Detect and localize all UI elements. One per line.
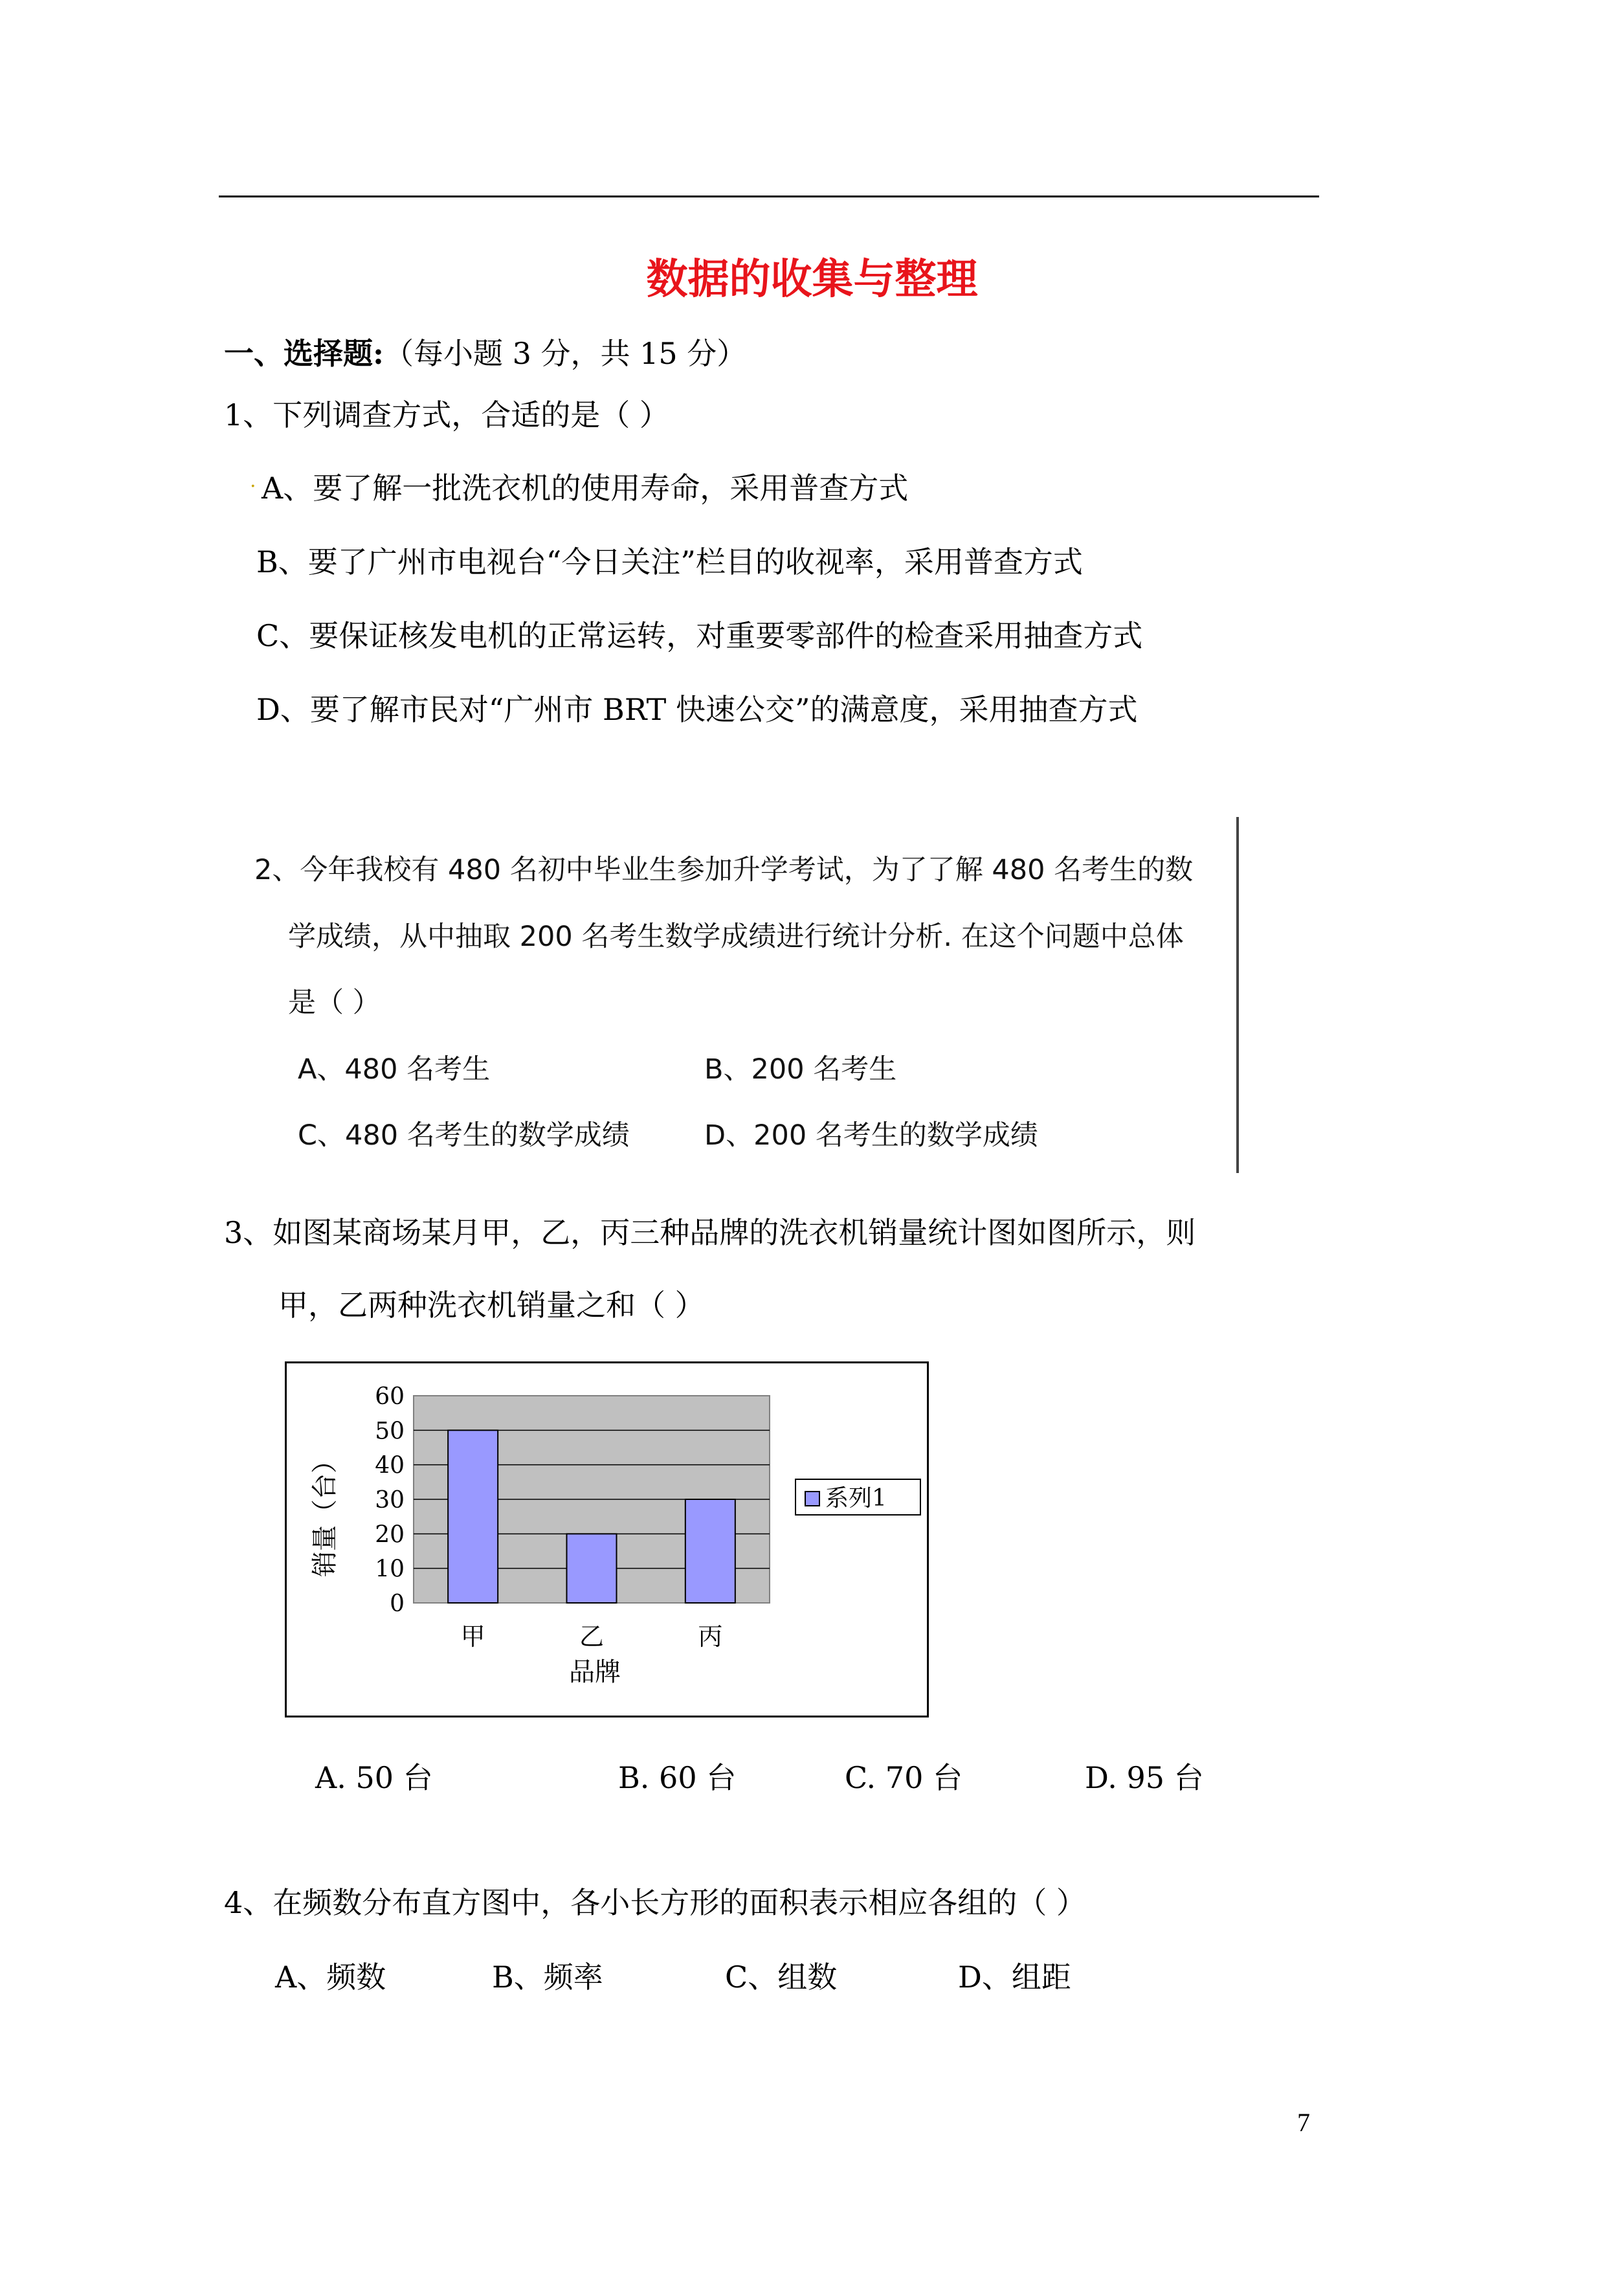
top-rule	[219, 196, 1319, 197]
section-label: 一、选择题:	[224, 336, 384, 371]
y-axis-label: 销量（台）	[310, 1448, 340, 1577]
y-tick-label: 10	[375, 1556, 405, 1583]
y-tick-label: 50	[375, 1418, 405, 1445]
q1-option-b: B、要了广州市电视台“今日关注”栏目的收视率，采用普查方式	[256, 544, 1083, 579]
q1-option-d: D、要了解市民对“广州市 BRT 快速公交”的满意度，采用抽查方式	[256, 692, 1138, 727]
q1-option-a: A、要了解一批洗衣机的使用寿命，采用普查方式	[261, 471, 909, 506]
y-tick-label: 40	[375, 1452, 405, 1479]
y-tick-label: 0	[390, 1591, 405, 1617]
x-tick-label: 丙	[698, 1622, 723, 1651]
q2-line-2: 学成绩，从中抽取 200 名考生数学成绩进行统计分析. 在这个问题中总体	[288, 921, 1184, 953]
page-title: 数据的收集与整理	[646, 255, 978, 304]
x-tick-label: 乙	[579, 1622, 605, 1651]
q4-option-c: C、组数	[725, 1960, 838, 1995]
y-tick-label: 30	[375, 1487, 405, 1514]
section-heading	[224, 330, 746, 373]
q2-region-border	[1236, 817, 1239, 1173]
q2-option-b: B、200 名考生	[704, 1053, 897, 1086]
q4-stem: 4、在频数分布直方图中，各小长方形的面积表示相应各组的（ ）	[224, 1885, 1086, 1920]
q2-option-a: A、480 名考生	[298, 1053, 491, 1086]
q4-option-a: A、频数	[275, 1960, 386, 1995]
legend	[795, 1479, 920, 1515]
q4-option-d: D、组距	[958, 1960, 1071, 1995]
q3-line-2: 甲，乙两种洗衣机销量之和（ ）	[278, 1288, 705, 1323]
q3-option-b: B. 60 台	[618, 1760, 737, 1795]
q3-option-c: C. 70 台	[845, 1760, 962, 1795]
section-note: （每小题 3 分，共 15 分）	[383, 336, 747, 371]
bar-chart	[285, 1361, 929, 1717]
x-tick-label: 甲	[460, 1622, 485, 1651]
q4-option-b: B、频率	[492, 1960, 603, 1995]
q3-option-d: D. 95 台	[1085, 1760, 1204, 1795]
q3-line-1: 3、如图某商场某月甲，乙，丙三种品牌的洗衣机销量统计图如图所示，则	[224, 1215, 1196, 1250]
q3-option-a: A. 50 台	[315, 1760, 433, 1795]
q1-stem: 1、下列调查方式，合适的是（ ）	[224, 397, 669, 432]
y-tick-label: 60	[375, 1383, 405, 1410]
legend-label: 系列1	[825, 1485, 887, 1512]
bar	[448, 1430, 498, 1603]
q2-option-d: D、200 名考生的数学成绩	[704, 1119, 1038, 1152]
page-number: 7	[1297, 2108, 1310, 2137]
x-axis-label: 品牌	[569, 1657, 621, 1687]
decorative-dot: .	[250, 469, 256, 492]
bar	[567, 1534, 617, 1603]
q2-line-1: 2、今年我校有 480 名初中毕业生参加升学考试，为了了解 480 名考生的数	[254, 854, 1194, 886]
bar-chart-svg	[287, 1363, 927, 1716]
legend-swatch	[805, 1492, 819, 1506]
bar	[685, 1499, 735, 1603]
q2-line-3: 是（ ）	[288, 987, 381, 1019]
y-tick-label: 20	[375, 1521, 405, 1549]
q2-option-c: C、480 名考生的数学成绩	[298, 1119, 630, 1152]
q1-option-c: C、要保证核发电机的正常运转，对重要零部件的检查采用抽查方式	[256, 618, 1143, 653]
